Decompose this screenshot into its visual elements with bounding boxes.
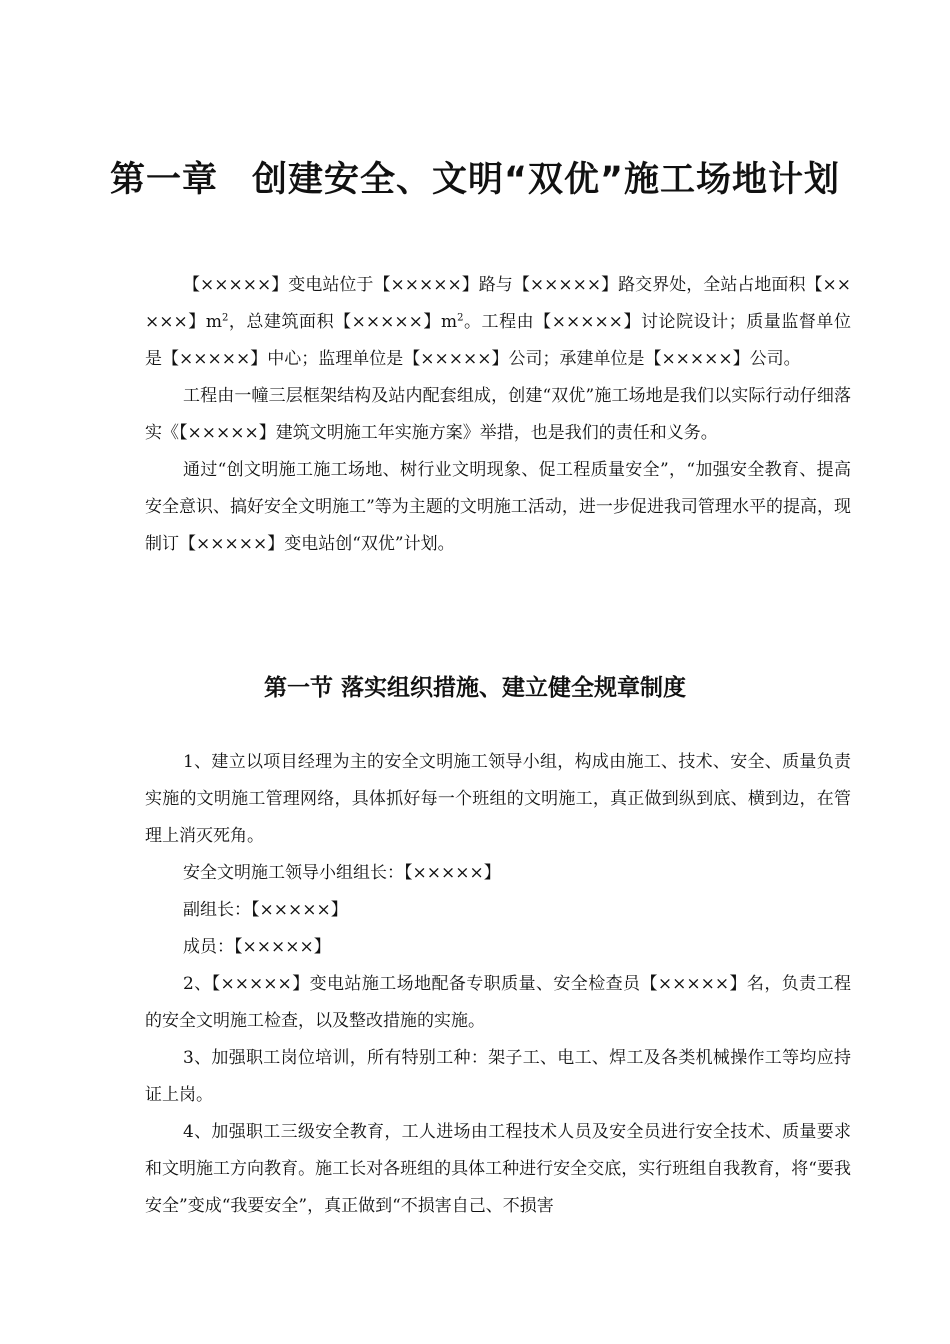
section-item: 2、【×××××】变电站施工场地配备专职质量、安全检查员【×××××】名，负责工程的安全文明施工检查，以及整改措施的实施。 [145,974,851,1031]
intro-p1-part-b: ，总建筑面积【×××××】m [228,312,458,332]
intro-p1-part-c: 。工程由【×××××】讨论院设计；质量监督单位是【×××××】中心；监理单位是【×××××】公司；承建单位是【×××××】公司。 [145,312,851,369]
chapter-title [0,150,950,210]
area-unit-superscript: 2 [221,312,229,324]
section-item: 副组长：【×××××】 [183,900,348,920]
section-item: 3、加强职工岗位培训，所有特别工种：架子工、电工、焊工及各类机械操作工等均应持证上岗。 [145,1048,851,1105]
section-item: 成员：【×××××】 [183,937,331,957]
intro-paragraph-3: 通过“创文明施工施工场地、树行业文明现象、促工程质量安全”，“加强安全教育、提高安全意识、搞好安全文明施工”等为主题的文明施工活动，进一步促进我司管理水平的提高，现制订【×××××】变电站创“双优”计划。 [145,460,851,554]
chapter-title-text: 创建安全、文明“双优”施工场地计划 [252,160,841,200]
section-body [145,744,851,1225]
intro-paragraph-1 [145,267,851,378]
chapter-label: 第一章 [109,160,218,200]
intro-block [145,267,851,563]
intro-paragraph-2: 工程由一幢三层框架结构及站内配套组成，创建“双优”施工场地是我们以实际行动仔细落实《【×××××】建筑文明施工年实施方案》举措，也是我们的责任和义务。 [145,386,851,443]
intro-p1-part-a: 【×××××】变电站位于【×××××】路与【×××××】路交界处，全站占地面积【×××××】m [145,275,851,332]
section-title: 第一节 落实组织措施、建立健全规章制度 [263,675,686,701]
area-unit-superscript: 2 [457,312,464,324]
section-item: 安全文明施工领导小组组长：【×××××】 [183,863,501,883]
section-item: 1、建立以项目经理为主的安全文明施工领导小组，构成由施工、技术、安全、质量负责实施的文明施工管理网络，具体抓好每一个班组的文明施工，真正做到纵到底、横到边，在管理上消灭死角。 [145,752,851,846]
section-item: 4、加强职工三级安全教育，工人进场由工程技术人员及安全员进行安全技术、质量要求和文明施工方向教育。施工长对各班组的具体工种进行安全交底，实行班组自我教育，将“要我安全”变成“我要安全”，真正做到“不损害自己、不损害 [145,1122,851,1216]
